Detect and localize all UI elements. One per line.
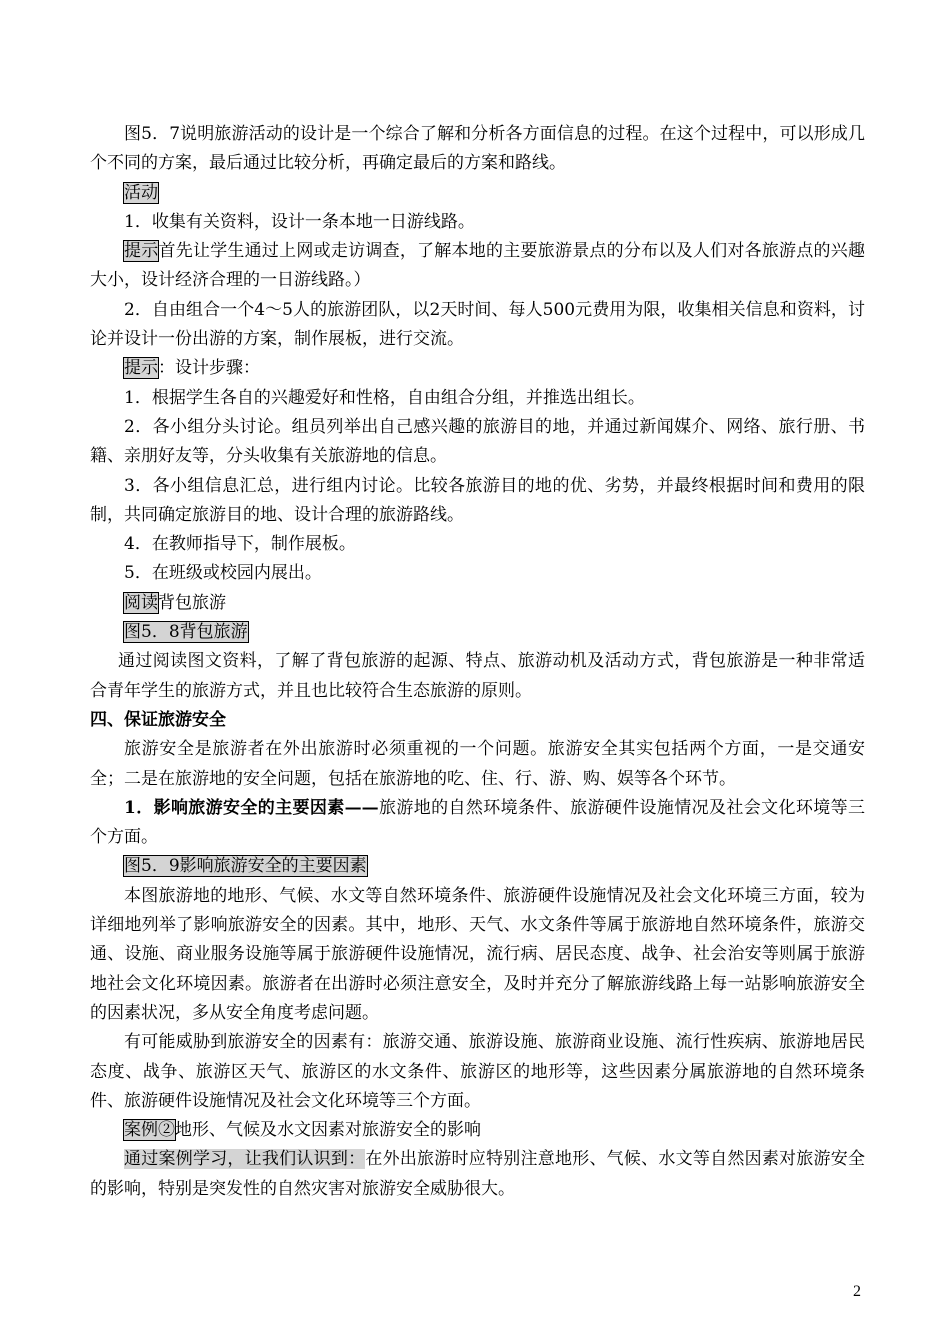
figure-5-8-caption: 图5．8背包旅游	[124, 622, 248, 643]
reading-tag: 阅读	[124, 592, 158, 613]
hint-tag: 提示	[124, 241, 159, 262]
reading-title: 背包旅游	[158, 592, 226, 613]
figure-5-9-caption: 图5．9影响旅游安全的主要因素	[124, 856, 367, 877]
section-heading-safety: 四、保证旅游安全	[90, 709, 226, 730]
factors-text: 旅游地的自然环境条件、旅游硬件设施情况及社会文化环境等三个方面。	[90, 797, 866, 848]
step-4: 4．在教师指导下，制作展板。	[124, 534, 356, 555]
activity-label-line	[90, 179, 865, 208]
case-conclusion	[90, 1145, 865, 1204]
paragraph-fig57: 图5．7说明旅游活动的设计是一个综合了解和分析各方面信息的过程。在这个过程中，可以形成几个不同的方案，最后通过比较分析，再确定最后的方案和路线。	[90, 124, 865, 174]
hint-2-text: ：设计步骤：	[158, 358, 260, 379]
activity-item-1: 1．收集有关资料，设计一条本地一日游线路。	[124, 211, 475, 232]
factors-paragraph	[90, 794, 865, 853]
figure-5-9-line	[90, 852, 865, 881]
step-3: 3．各小组信息汇总，进行组内讨论。比较各旅游目的地的优、劣势，并最终根据时间和费用的限制，共同确定旅游目的地、设计合理的旅游路线。	[90, 475, 865, 525]
factors-heading: 1．影响旅游安全的主要因素——	[124, 797, 379, 818]
case-title: 地形、气候及水文因素对旅游安全的影响	[175, 1120, 481, 1141]
activity-tag: 活动	[124, 182, 158, 203]
document-body	[90, 120, 865, 1204]
paragraph-threats: 有可能威胁到旅游安全的因素有：旅游交通、旅游设施、旅游商业设施、流行性疾病、旅游地居民态度、战争、旅游区天气、旅游区的水文条件、旅游区的地形等，这些因素分属旅游地的自然环境条件、旅游硬件设施情况及社会文化环境等三个方面。	[90, 1032, 865, 1111]
paragraph-fig59: 本图旅游地的地形、气候、水文等自然环境条件、旅游硬件设施情况及社会文化环境三方面，较为详细地列举了影响旅游安全的因素。其中，地形、天气、水文条件等属于旅游地自然环境条件，旅游交通、设施、商业服务设施等属于旅游硬件设施情况，流行病、居民态度、战争、社会治安等则属于旅游地社会文化环境因素。旅游者在出游时必须注意安全，及时并充分了解旅游线路上每一站影响旅游安全的因素状况，多从安全角度考虑问题。	[90, 885, 865, 1023]
case-tag: 案例②	[124, 1120, 175, 1141]
figure-5-8-line	[90, 618, 865, 647]
case-lead: 通过案例学习，让我们认识到：	[124, 1149, 366, 1170]
step-1: 1．根据学生各自的兴趣爱好和性格，自由组合分组，并推选出组长。	[124, 387, 645, 408]
paragraph-backpack: 通过阅读图文资料，了解了背包旅游的起源、特点、旅游动机及活动方式，背包旅游是一种非常适合青年学生的旅游方式，并且也比较符合生态旅游的原则。	[90, 651, 865, 701]
case-line	[90, 1116, 865, 1145]
page-number: 2	[853, 1283, 861, 1300]
reading-line	[90, 589, 865, 618]
step-2: 2．各小组分头讨论。组员列举出自己感兴趣的旅游目的地，并通过新闻媒介、网络、旅行册、书籍、亲朋好友等，分头收集有关旅游地的信息。	[90, 416, 865, 467]
activity-item-2: 2．自由组合一个4～5人的旅游团队，以2天时间、每人500元费用为限，收集相关信息和资料，讨论并设计一份出游的方案，制作展板，进行交流。	[90, 299, 865, 350]
hint-tag: 提示	[124, 358, 158, 379]
step-5: 5．在班级或校园内展出。	[124, 563, 322, 584]
case-text: 在外出旅游时应特别注意地形、气候、水文等自然因素对旅游安全的影响，特别是突发性的自然灾害对旅游安全威胁很大。	[90, 1149, 866, 1199]
hint-1-text: 首先让学生通过上网或走访调查，了解本地的主要旅游景点的分布以及人们对各旅游点的兴趣大小，设计经济合理的一日游线路。）	[90, 241, 866, 291]
paragraph-safety: 旅游安全是旅游者在外出旅游时必须重视的一个问题。旅游安全其实包括两个方面，一是交通安全；二是在旅游地的安全问题，包括在旅游地的吃、住、行、游、购、娱等各个环节。	[90, 739, 865, 789]
hint-1-paragraph	[90, 237, 865, 296]
hint-2-paragraph	[90, 354, 865, 383]
